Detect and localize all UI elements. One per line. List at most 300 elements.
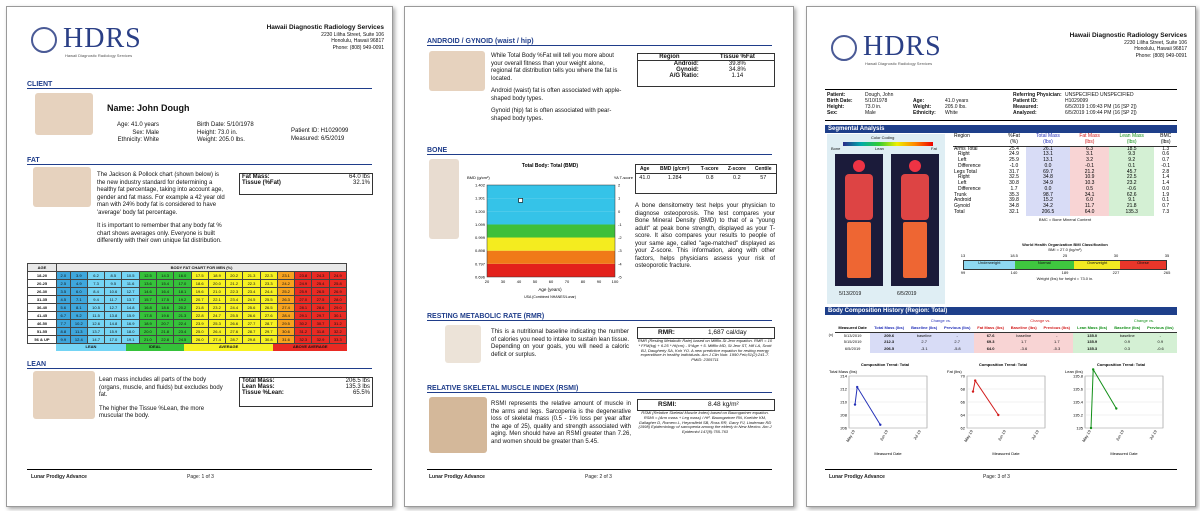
body-fat-chart-row (28, 336, 347, 344)
footer-rule (427, 469, 772, 470)
rsmi-section-title: RELATIVE SKELETAL MUSCLE INDEX (RSMI) (427, 385, 772, 393)
report-page-1 (6, 6, 393, 507)
history-cell: 0.9 (1111, 339, 1144, 346)
history-row (827, 339, 1177, 346)
segmental-value: 15.2 (1026, 198, 1070, 204)
hdrs-logo-icon (831, 35, 857, 61)
bmd-table-value: 0.8 (705, 175, 714, 181)
body-fat-chart-age: 26-30 (28, 288, 57, 296)
body-fat-chart-cell: 18.0 (122, 328, 139, 336)
history-cell: 64.0 (974, 346, 1008, 353)
body-fat-chart-cell: 8.8 (56, 328, 70, 336)
bmi-scale: Underweight Normal Overweight Obese (963, 260, 1167, 270)
history-header: Fat Mass (lbs) (974, 325, 1008, 332)
trend-y-tick: 66 (960, 399, 965, 405)
body-fat-chart: AGE BODY FAT CHART FOR MEN (%) 18-20 2.0 3.9 6.2 8.5 10.5 12.5 14.3 16.0 17.5 18.9 20.2 21.3 22.3 23.1 23.8 24.3 24.9 20-25 2.5 4.9 7.3 9.5 11.6 13.6 15.4 17.0 18.6 20.0 21.2 22.3 23.3 24.2 24.9 25.4 25.8 26-30 3.5 6.0 8.4 10.6 12.7 14.6 16.4 18.1 19.6 21.0 22.3 23.4 24.4 25.2 25.9 26.5 26.9 31-35 4.5 7.1 9.4 11.7 13.7 15.7 17.5 19.2 20.7 22.1 23.4 24.5 25.5 26.3 27.0 27.5 28.0 36-40 5.6 8.1 10.5 12.7 14.8 16.8 18.6 20.2 21.8 23.2 24.4 25.6 26.5 27.4 28.1 28.6 29.0 41-45 6.7 9.2 11.5 13.8 15.9 17.8 19.6 21.3 22.8 24.7 25.5 26.6 27.6 28.4 29.1 29.7 30.1 46-50 7.7 10.2 12.6 14.8 16.9 18.9 20.7 22.4 23.9 25.3 26.6 27.7 28.7 29.5 30.2 30.7 31.2 51-55 8.8 11.3 13.7 15.9 18.0 20.0 21.8 23.4 25.0 26.4 27.6 28.7 29.7 30.6 31.2 31.8 32.2 56 & UP 9.9 12.4 14.7 17.0 19.1 21.0 22.8 24.5 26.0 27.4 28.7 29.8 30.8 31.6 32.3 32.9 33.3 LEAN IDEAL AVERAGE ABOVE AVERAGE (27, 263, 347, 351)
body-fat-chart-cell: 12.5 (139, 272, 156, 280)
bmd-y-tick: 0.999 (474, 235, 485, 241)
history-group-header (827, 318, 870, 325)
body-fat-chart-cell: 25.0 (191, 328, 208, 336)
body-fat-chart-cell: 25.5 (226, 312, 243, 320)
body-fat-chart-cell: 12.6 (87, 320, 104, 328)
segmental-value: 0.7 (1162, 157, 1170, 163)
bmd-patient-point (519, 198, 523, 202)
history-header: Baseline (lbs) (1007, 325, 1040, 332)
body-fat-chart-row (28, 312, 347, 320)
dexa-scan-panel: Color Coding Bone Lean Fat 5/13/2019 6/5/2019 (827, 134, 945, 304)
segmental-value: 13.1 (1026, 158, 1070, 164)
history-cell: -5.8 (941, 346, 974, 353)
trend-charts-svg (827, 362, 1177, 457)
body-fat-chart-cell: 21.0 (139, 336, 156, 344)
body-fat-chart-cell: 23.2 (208, 304, 225, 312)
body-fat-chart-cell: 16.4 (157, 288, 174, 296)
history-cell: (x) (828, 332, 834, 338)
trend-y-tick: 206 (840, 425, 847, 431)
body-fat-chart-cell: 32.3 (295, 336, 312, 344)
history-header-row (827, 325, 1177, 332)
body-fat-chart-cell: 20.7 (191, 296, 208, 304)
body-fat-chart-cell: 7.7 (56, 320, 70, 328)
body-fat-chart-cell: 14.8 (105, 320, 122, 328)
android-gynoid-table: Region Tissue %Fat Android: 39.8% Gynoid: 34.8% A/G Ratio: 1.14 (637, 53, 775, 87)
history-row (827, 332, 1177, 339)
history-cell: -5.3 (1040, 346, 1073, 353)
client-name: Name: John Dough (107, 103, 190, 113)
body-fat-chart-cell: 30.8 (260, 336, 277, 344)
patient-info-block: Patient: Birth Date: Height: Sex: Dough, John 5/10/1978 73.0 in. Male Age: Weight: Ethnicity: 41.0 years 205.0 lbs. White Referring Physician: Patient ID: Measured: Analyzed: UNSPECIFIED UNSPECIFIED H1029099 6/5/2019 1:09:43 PM (16 [SP 2]) 6/5/2019 1:09:44 PM (16 [SP 2]) (825, 89, 1177, 121)
company-header: Hawaii Diagnostic Radiology Services 2230 Liliha Street, Suite 106 Honolulu, Hawaii 96817 Phone: (808) 949-0091 (266, 24, 384, 51)
segmental-value: 6.0 (1070, 198, 1109, 204)
trend-x-tick: May 19 (1080, 429, 1092, 443)
segmental-value: 35.3 (1009, 191, 1019, 198)
trend-y-label: Total Mass (lbs) (829, 369, 858, 374)
body-fat-chart-cell: 28.6 (312, 304, 329, 312)
history-cell: 1.7 (1040, 339, 1073, 346)
body-fat-chart-cell: 3.5 (56, 288, 70, 296)
segmental-region: Left (958, 157, 967, 163)
segmental-value: 0.0 (1026, 164, 1070, 170)
segmental-value: 31.7 (1009, 168, 1019, 175)
body-fat-chart-cell: 9.5 (105, 280, 122, 288)
segmental-header: Lean Mass (1119, 133, 1144, 139)
body-fat-chart-cell: 4.9 (70, 280, 87, 288)
bmd-x-tick: 60 (548, 279, 554, 284)
bmd-y-tick: 0.898 (474, 248, 485, 254)
trend-y-tick: 62 (960, 425, 965, 431)
rmr-box: RMR: 1,687 cal/day (637, 327, 775, 339)
trend-point (856, 386, 858, 388)
body-fat-chart-cell: 17.5 (191, 272, 208, 280)
lean-section-title: LEAN (27, 361, 372, 369)
company-header: Hawaii Diagnostic Radiology Services 2230 Liliha Street, Suite 106 Honolulu, Hawaii 96817 Phone: (808) 949-0091 (1069, 32, 1187, 59)
scan-date-1: 5/13/2019 (839, 291, 862, 297)
trend-y-tick: 64 (960, 412, 965, 418)
body-fat-chart-cell: 14.7 (87, 336, 104, 344)
bmd-band (487, 224, 615, 237)
segmental-value: 69.7 (1026, 170, 1070, 176)
footer-page: Page: 3 of 3 (983, 474, 1010, 480)
body-fat-chart-age: 36-40 (28, 304, 57, 312)
segmental-value: 98.7 (1026, 193, 1070, 199)
body-fat-chart-cell: 19.2 (174, 296, 191, 304)
segmental-unit: (lbs) (1154, 140, 1177, 146)
segmental-header: %Fat (1008, 133, 1020, 139)
segmental-header: Region (954, 133, 970, 139)
body-fat-chart-cell: 6.7 (56, 312, 70, 320)
body-fat-chart-cell: 33.3 (329, 336, 346, 344)
body-fat-chart-cell: 7.1 (70, 296, 87, 304)
history-cell: 6/5/2019 (844, 346, 861, 352)
trend-x-label: Measured Date (1110, 451, 1138, 456)
body-fat-chart-cell: 26.4 (208, 328, 225, 336)
segmental-value: 206.5 (1026, 210, 1070, 216)
body-fat-chart-cell: 28.7 (260, 320, 277, 328)
hdrs-logo-icon (31, 27, 57, 53)
body-fat-chart-cell: 16.0 (174, 272, 191, 280)
body-fat-chart-cell: 12.4 (70, 336, 87, 344)
history-cell: baseline (1007, 332, 1040, 339)
body-fat-chart-cell: 22.1 (208, 296, 225, 304)
body-fat-chart-cell: 10.2 (70, 320, 87, 328)
body-fat-chart-cell: 31.8 (312, 328, 329, 336)
body-fat-chart-age: 41-45 (28, 312, 57, 320)
segmental-row (953, 210, 1177, 216)
body-fat-chart-cell: 17.8 (139, 312, 156, 320)
segmental-value: 22.5 (1109, 175, 1154, 181)
segmental-region: Difference (958, 185, 981, 192)
bmd-t-label: YA T-score (613, 175, 633, 180)
segmental-region: Total (954, 208, 965, 215)
bmi-tick: 13 (960, 252, 966, 258)
bmd-y-tick: 1.099 (474, 221, 485, 227)
body-fat-chart-cell: 6.2 (87, 272, 104, 280)
segmental-value: -1.0 (1009, 162, 1019, 169)
body-fat-chart-cell: 14.3 (157, 272, 174, 280)
trend-x-label: Measured Date (874, 451, 902, 456)
body-fat-chart-cell: 18.9 (208, 272, 225, 280)
body-fat-chart-cell: 27.4 (208, 336, 225, 344)
body-fat-chart-cell: 7.3 (87, 280, 104, 288)
history-header: Previous (lbs) (941, 325, 974, 332)
body-fat-chart-cell: 28.0 (329, 296, 346, 304)
segmental-value: 34.9 (1026, 181, 1070, 187)
body-fat-chart-row (28, 304, 347, 312)
segmental-value: 135.3 (1109, 210, 1154, 216)
body-fat-chart-cell: 6.0 (70, 288, 87, 296)
trend-y-tick: 214 (840, 373, 847, 379)
segmental-unit: (lbs) (1026, 140, 1070, 146)
trend-point (1092, 368, 1094, 370)
body-fat-chart-cell: 11.7 (105, 296, 122, 304)
bmd-table (635, 164, 777, 194)
history-cell: 135.0 (1073, 332, 1110, 339)
trend-line (1091, 370, 1116, 429)
bmi-tick: 265 (1163, 269, 1171, 275)
trend-title: Composition Trend: Total (1096, 362, 1146, 367)
bmd-y-tick: 1.200 (474, 208, 485, 214)
meditation-photo (445, 325, 481, 363)
history-header: Measured Date (835, 325, 871, 332)
footer-brand: Lunar Prodigy Advance (829, 474, 885, 480)
history-cell: - (1144, 332, 1177, 339)
body-fat-chart-cell: 28.7 (226, 336, 243, 344)
body-fat-chart-cell: 17.5 (157, 296, 174, 304)
scan-date-2: 6/5/2019 (897, 291, 917, 297)
trend-x-tick: May 19 (962, 429, 974, 443)
segmental-value: 11.7 (1070, 204, 1109, 210)
history-cell: 0.3 (1111, 346, 1144, 353)
bmd-chart (465, 159, 635, 299)
body-fat-chart-cell: 23.8 (295, 272, 312, 280)
trend-x-tick: Jul 19 (1030, 429, 1040, 441)
history-cell: -0.6 (1144, 346, 1177, 353)
segmental-value: 62.6 (1109, 193, 1154, 199)
rsmi-description: RSMI represents the relative amount of muscle in the arms and legs. Sarcopenia is the degenerative loss of skeletal mass (0.5 - 1% loss per year after the age of 25), quality and strength associated with aging. Men should have an RSMI greater than 7.26, and women should be greater than 5.45. (491, 401, 631, 445)
trend-x-tick: Jun 19 (1114, 429, 1125, 442)
family-photo (35, 93, 93, 135)
body-fat-chart-cell: 26.5 (312, 288, 329, 296)
history-header: Baseline (lbs) (1111, 325, 1144, 332)
body-fat-chart-cell: 19.6 (157, 312, 174, 320)
body-fat-chart-cell: 29.7 (312, 312, 329, 320)
history-title: Body Composition History (Region: Total) (825, 307, 1177, 315)
body-fat-chart-cell: 24.4 (260, 288, 277, 296)
body-fat-chart-age: 20-25 (28, 280, 57, 288)
bmd-x-tick: 20 (484, 279, 490, 284)
body-fat-chart-cell: 24.5 (174, 336, 191, 344)
trend-x-tick: Jul 19 (912, 429, 922, 441)
body-fat-chart-cell: 14.8 (122, 304, 139, 312)
bmi-tick: 35 (1164, 252, 1170, 258)
body-fat-chart-cell: 26.6 (243, 312, 260, 320)
segmental-region: Android (954, 197, 972, 204)
body-fat-chart-cell: 32.2 (329, 328, 346, 336)
history-header: Baseline (lbs) (908, 325, 941, 332)
trend-x-tick: Jul 19 (1148, 429, 1158, 441)
history-mark-header (827, 325, 835, 332)
history-cell: 135.9 (1073, 339, 1110, 346)
body-fat-chart-cell: 27.0 (295, 296, 312, 304)
fat-results-box: Fat Mass: 64.0 lbs Tissue (%Fat) 32.1% (239, 173, 373, 195)
body-fat-chart-cell: 22.8 (157, 336, 174, 344)
segmental-region: Right (958, 151, 970, 158)
body-fat-chart-cell: 10.5 (87, 304, 104, 312)
body-fat-chart-cell: 9.2 (70, 312, 87, 320)
body-fat-chart-cell: 28.1 (295, 304, 312, 312)
body-fat-chart-cell: 18.9 (139, 320, 156, 328)
body-fat-chart-cell: 23.4 (243, 288, 260, 296)
bmd-t-tick: -2 (618, 235, 622, 241)
trend-y-tick: 210 (840, 399, 847, 405)
bone-section-title: BONE (427, 147, 772, 155)
bmd-y-label: BMD (g/cm²) (467, 175, 490, 180)
bmd-chart-title: Total Body: Total (BMD) (521, 163, 579, 169)
history-header: Previous (lbs) (1144, 325, 1177, 332)
body-fat-chart-cell: 8.5 (105, 272, 122, 280)
segmental-value: 23.2 (1109, 181, 1154, 187)
trend-y-label: Lean (lbs) (1065, 369, 1083, 374)
body-fat-chart-cell: 19.6 (191, 288, 208, 296)
bmi-tick: 99 (960, 269, 966, 275)
segmental-value: 24.9 (1009, 151, 1019, 158)
history-cell: -3.6 (1007, 346, 1040, 353)
segmental-region: Arms Total (954, 145, 978, 152)
segmental-value: 2.8 (1162, 168, 1170, 175)
trend-y-tick: 135.6 (1072, 386, 1083, 392)
body-fat-chart-cell: 20.2 (174, 304, 191, 312)
body-fat-chart-cell: 8.1 (70, 304, 87, 312)
segmental-value: 32.1 (1009, 208, 1019, 215)
body-fat-chart-cell: 24.2 (277, 280, 294, 288)
segmental-value: 45.7 (1109, 170, 1154, 176)
bmd-band (487, 238, 615, 251)
segmental-value: 34.8 (1026, 175, 1070, 181)
segmental-value: -0.1 (1070, 164, 1109, 170)
body-fat-chart-row (28, 320, 347, 328)
bmd-t-tick: 0 (618, 208, 621, 214)
history-cell: -3.1 (908, 346, 941, 353)
hdrs-logo-subtitle: Hawaii Diagnostic Radiology Services (65, 53, 133, 58)
body-fat-chart-cell: 3.9 (70, 272, 87, 280)
android-gynoid-title: ANDROID / GYNOID (waist / hip) (427, 38, 772, 46)
bmd-table-header: T-score (696, 165, 723, 174)
history-cell: 0.9 (1144, 339, 1177, 346)
body-fat-chart-cell: 22.3 (243, 280, 260, 288)
trend-x-tick: Jun 19 (878, 429, 889, 442)
trend-title: Composition Trend: Total (860, 362, 910, 367)
body-fat-chart-cell: 21.0 (208, 288, 225, 296)
bmd-y-tick: 1.301 (474, 195, 485, 201)
body-fat-chart-cell: 24.4 (226, 304, 243, 312)
history-cell: baseline (1111, 332, 1144, 339)
body-fat-chart-cell: 11.5 (87, 312, 104, 320)
bmd-y-tick: 0.696 (474, 274, 485, 280)
bmd-band (487, 198, 615, 211)
bmd-t-tick: -4 (618, 261, 622, 267)
history-group-header: Change vs. (930, 318, 951, 323)
bmd-band (487, 251, 615, 264)
trend-y-tick: 135.8 (1072, 373, 1083, 379)
body-fat-chart-cell: 30.1 (329, 312, 346, 320)
body-fat-chart-cell: 11.6 (122, 280, 139, 288)
history-cell: 2.7 (908, 339, 941, 346)
body-fat-chart-cell: 9.4 (87, 296, 104, 304)
trend-x-tick: Jun 19 (996, 429, 1007, 442)
segmental-value: 9.2 (1109, 158, 1154, 164)
bmd-band (487, 185, 615, 198)
footer-brand: Lunar Prodigy Advance (31, 474, 87, 480)
body-fat-chart-cell: 26.0 (191, 336, 208, 344)
segmental-value: 34.2 (1026, 204, 1070, 210)
report-page-2 (404, 6, 794, 507)
body-fat-chart-cell: 18.1 (174, 288, 191, 296)
history-cell: baseline (908, 332, 941, 339)
body-fat-chart-cell: 28.7 (243, 328, 260, 336)
segmental-value: 3.1 (1070, 152, 1109, 158)
client-body-info: Birth Date: 5/10/1978 Height: 73.0 in. Weight: 205.0 lbs. (197, 122, 254, 143)
bmd-x-tick: 80 (580, 279, 586, 284)
bmi-classification: World Health Organization BMI Classification BMI = 27.0 (kg/m²) 13 18.5 25 30 35 Underweight Normal Overweight Obese 99 140 189 227 265 Weight (lbs) for height = 73.0 in. (960, 242, 1171, 281)
segmental-analysis-title: Segmental Analysis (825, 125, 1177, 133)
body-fat-chart-row (28, 296, 347, 304)
body-fat-chart-cell: 18.6 (157, 304, 174, 312)
body-fat-chart-cell: 25.5 (260, 296, 277, 304)
segmental-value: 1.4 (1162, 180, 1170, 186)
body-fat-chart-cell: 27.6 (226, 328, 243, 336)
segmental-value: 13.1 (1026, 152, 1070, 158)
rsmi-box: RSMI: 8.48 kg/m² (637, 399, 775, 411)
body-fat-chart-cell: 26.5 (260, 304, 277, 312)
body-fat-chart-cell: 24.5 (243, 296, 260, 304)
segmental-unit: (lbs) (1070, 140, 1109, 146)
fat-description: The Jackson & Pollock chart (shown below) is the new industry standard for determining a healthy fat percentage, taking into account age, gender and fat mass. For example a 42 year old man with 24% body fat is considered to have 'average' body fat percentage. It is important to remember that any body fat % chart shows averages only. Everyone is built differently with their own unique fat distribution. (97, 172, 225, 244)
body-fat-chart-cell: 21.8 (157, 328, 174, 336)
trend-point (1090, 427, 1092, 429)
segmental-value: -0.6 (1109, 187, 1154, 193)
fat-section-title: FAT (27, 157, 372, 165)
trend-y-tick: 135.2 (1072, 412, 1083, 418)
segmental-value: 6.3 (1070, 146, 1109, 152)
body-fat-chart-cell: 31.2 (329, 320, 346, 328)
bmd-table-header: Z-score (723, 165, 750, 174)
body-fat-chart-cell: 2.0 (56, 272, 70, 280)
bmd-table-value: 41.0 (639, 175, 651, 181)
bmd-band (487, 264, 615, 277)
bmd-t-tick: -1 (618, 221, 622, 227)
segmental-header: Total Mass (1036, 133, 1060, 139)
history-cell: 209.6 (870, 332, 907, 339)
bmd-table-value: 1.284 (667, 175, 682, 181)
segmental-value: 0.1 (1109, 164, 1154, 170)
bmd-x-tick: 30 (500, 279, 506, 284)
segmental-region: Right (958, 174, 970, 181)
body-fat-chart-cell: 22.3 (260, 272, 277, 280)
bmd-t-tick: -3 (618, 248, 622, 254)
segmental-value: 0.0 (1026, 187, 1070, 193)
body-fat-chart-row (28, 328, 347, 336)
bmi-tick: 189 (1061, 269, 1069, 275)
trend-point (879, 424, 881, 426)
body-fat-chart-cell: 25.6 (243, 304, 260, 312)
body-fat-chart-cell: 23.4 (174, 328, 191, 336)
segmental-value: 25.9 (1009, 157, 1019, 163)
bmd-y-tick: 1.402 (474, 182, 485, 188)
body-fat-chart-age: 46-50 (28, 320, 57, 328)
lean-description: Lean mass includes all parts of the body (organs, muscle, and fluids) but excludes body fat. The higher the Tissue %Lean, the more muscular the body. (99, 377, 223, 419)
segmental-value: 0.0 (1162, 185, 1170, 192)
segmental-header: Fat Mass (1079, 133, 1100, 139)
history-group-header: Change vs. (1133, 318, 1155, 323)
segmental-value: 7.3 (1162, 208, 1170, 215)
body-fat-chart-cell: 27.7 (243, 320, 260, 328)
segmental-unit: (%) (1002, 140, 1025, 146)
trend-title: Composition Trend: Total (978, 362, 1028, 367)
body-fat-chart-cell: 13.6 (139, 280, 156, 288)
history-header: Previous (lbs) (1040, 325, 1073, 332)
trend-point (1115, 407, 1117, 409)
hdrs-logo: HDRS (63, 23, 142, 54)
history-group-header (974, 318, 1008, 325)
segmental-value: -0.1 (1161, 162, 1171, 169)
body-fat-chart-cell: 21.2 (226, 280, 243, 288)
lean-results-box: Total Mass: 206.5 lbs Lean Mass: 135.3 lbs Tissue %Lean: 65.5% (239, 377, 373, 407)
segmental-value: 34.1 (1070, 193, 1109, 199)
bmd-x-label: Age (years) (538, 287, 562, 292)
body-fat-chart-cell: 5.6 (56, 304, 70, 312)
segmental-region: Gynoid (954, 203, 970, 209)
segmental-value: 21.2 (1070, 170, 1109, 176)
